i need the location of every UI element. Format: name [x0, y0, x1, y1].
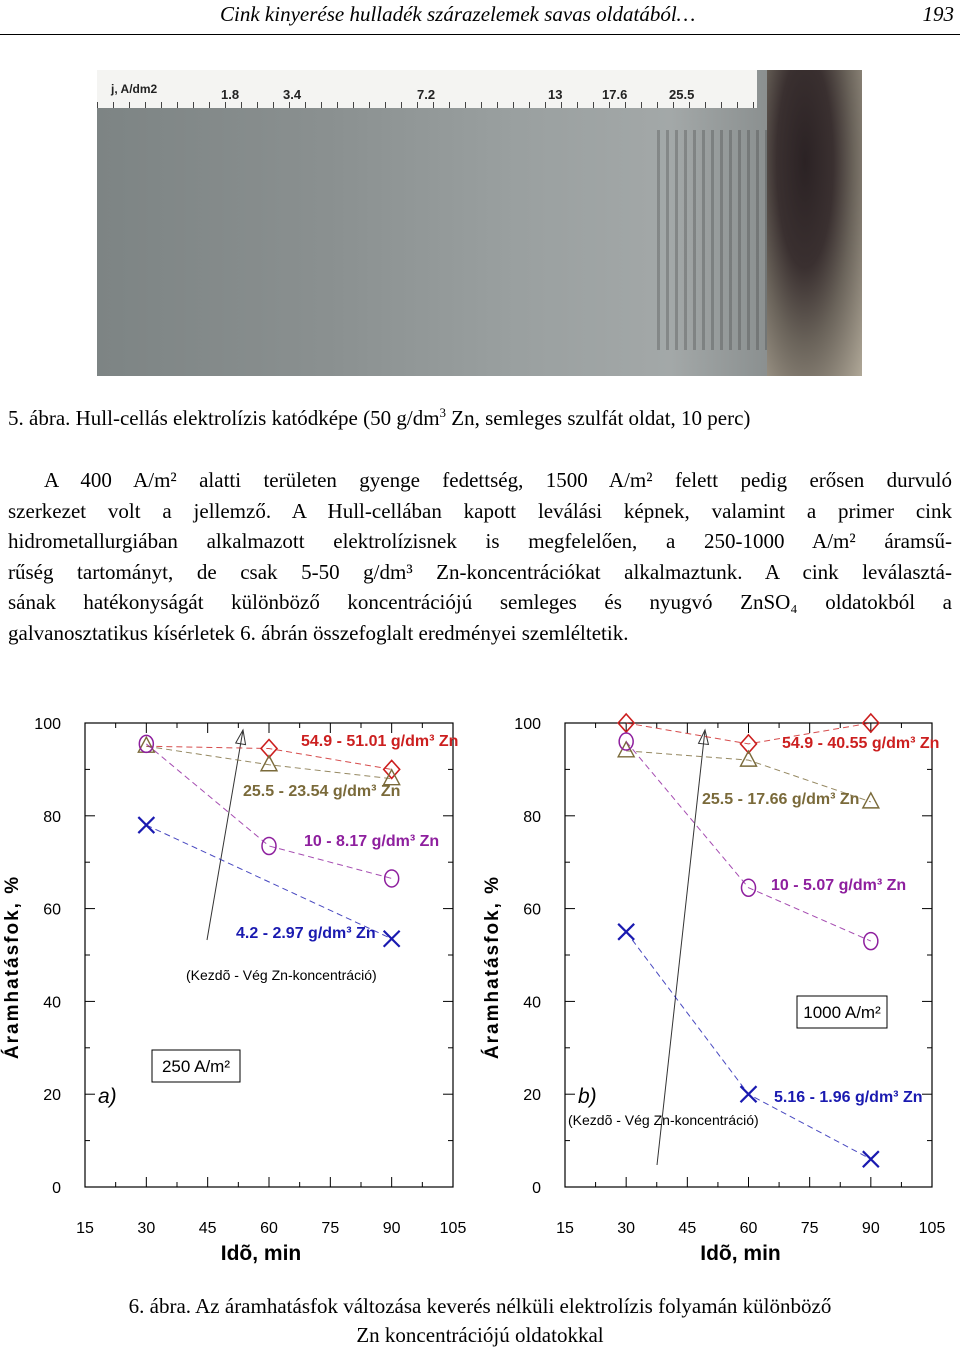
y-tick-label: 20	[523, 1087, 541, 1105]
running-title: Cink kinyerése hulladék szárazelemek savas oldatából…	[220, 2, 696, 26]
data-point-circle	[864, 933, 878, 950]
series-label: 54.9 - 51.01 g/dm³ Zn	[301, 733, 459, 750]
scale-value: 13	[548, 87, 563, 102]
y-tick-label: 0	[52, 1180, 61, 1197]
x-tick-label: 30	[617, 1220, 636, 1237]
y-tick-label: 60	[523, 901, 541, 919]
y-tick-label: 20	[43, 1087, 61, 1105]
arrow-label: (Kezdõ - Vég Zn-koncentráció)	[568, 1112, 759, 1128]
page-number: 193	[922, 2, 954, 26]
x-tick-label: 60	[260, 1220, 278, 1237]
deposit-streaks	[657, 130, 777, 350]
y-tick-label: 40	[523, 994, 541, 1012]
x-tick-label: 75	[800, 1220, 819, 1237]
y-axis-label: Áramhatásfok, %	[482, 874, 503, 1060]
hull-cell-cathode-photo	[97, 70, 862, 376]
data-point-circle	[385, 870, 399, 887]
x-tick-label: 105	[439, 1220, 467, 1237]
scale-value: 1.8	[221, 87, 240, 102]
series-label: 10 - 5.07 g/dm³ Zn	[771, 877, 907, 894]
scale-value: 3.4	[283, 87, 302, 102]
panel-label: b)	[578, 1085, 597, 1108]
x-axis-label: Idõ, min	[700, 1242, 781, 1265]
arrow-label: (Kezdõ - Vég Zn-koncentráció)	[186, 967, 377, 983]
figure-5-caption: 5. ábra. Hull-cellás elektrolízis katódképe (50 $g/dm^3$ Zn, semleges szulfát oldat, 10 perc)	[8, 405, 751, 430]
paragraph-line: rűség tartományt, de csak 5-50 g/dm³ Zn-koncentrációkat alkalmaztunk. A cink leválasztá-	[8, 559, 952, 584]
y-axis-label: Áramhatásfok, %	[2, 874, 23, 1060]
data-point-x	[138, 817, 154, 833]
x-tick-label: 90	[382, 1220, 401, 1237]
data-point-triangle	[863, 793, 879, 808]
figure-6-charts	[0, 690, 960, 1290]
series-label: 5.16 - 1.96 g/dm³ Zn	[774, 1089, 923, 1106]
series-line	[626, 742, 871, 942]
y-tick-label: 60	[43, 901, 61, 919]
data-point-x	[863, 1151, 879, 1167]
series-label: 54.9 - 40.55 g/dm³ Zn	[782, 735, 940, 752]
y-tick-label: 80	[43, 808, 61, 826]
data-point-circle	[262, 837, 276, 854]
current-density-label: 250 A/m²	[161, 1057, 231, 1076]
y-tick-label: 100	[34, 716, 61, 733]
y-tick-label: 80	[523, 808, 541, 826]
y-tick-label: 0	[532, 1180, 541, 1197]
x-tick-label: 15	[76, 1220, 94, 1237]
x-tick-label: 45	[198, 1220, 217, 1237]
series-line	[146, 746, 391, 778]
time-arrow	[657, 730, 705, 1165]
body-paragraph	[8, 465, 952, 649]
x-tick-label: 30	[137, 1220, 156, 1237]
series-label: 25.5 - 23.54 g/dm³ Zn	[243, 783, 401, 800]
paragraph-line: hidrometallurgiában alkalmazott elektrolízisnek is megfelelően, a 250-1000 A/m² áramsű-	[8, 529, 952, 554]
figure-6-caption: 6. ábra. Az áramhatásfok változása keverés nélküli elektrolízis folyamán különböző Zn koncentrációjú oldatokkal	[128, 1294, 832, 1347]
scale-value: 7.2	[417, 87, 436, 102]
series-label: 10 - 8.17 g/dm³ Zn	[304, 833, 440, 850]
scale-ticks	[97, 102, 757, 108]
x-tick-label: 60	[739, 1220, 758, 1237]
y-tick-label: 100	[514, 716, 541, 733]
paragraph-line: sának hatékonyságát különböző koncentrációjú semleges és nyugvó ZnSO₄ oldatokból a	[8, 590, 952, 615]
dendritic-deposit	[767, 70, 862, 376]
running-header	[0, 0, 960, 35]
x-tick-label: 45	[678, 1220, 697, 1237]
data-point-x	[618, 924, 634, 940]
time-arrow	[207, 730, 243, 940]
data-point-x	[384, 931, 400, 947]
scale-value: 17.6	[602, 87, 628, 102]
series-label: 4.2 - 2.97 g/dm³ Zn	[236, 925, 376, 942]
data-point-x	[741, 1086, 757, 1102]
x-tick-label: 75	[321, 1220, 340, 1237]
y-tick-label: 40	[43, 994, 61, 1012]
paragraph-line: A 400 A/m² alatti területen gyenge fedettség, 1500 A/m² felett pedig erősen durvuló	[44, 468, 952, 492]
paragraph-line: galvanosztatikus kísérletek 6. ábrán összefoglalt eredményei szemléltetik.	[8, 620, 629, 645]
x-tick-label: 15	[556, 1220, 574, 1237]
paragraph-line: szerkezet volt a jellemző. A Hull-cellában kapott leválási képnek, valamint a primer cink	[8, 498, 952, 523]
x-tick-label: 90	[861, 1220, 880, 1237]
x-axis-label: Idõ, min	[220, 1242, 302, 1265]
x-tick-label: 105	[918, 1220, 946, 1237]
panel-label: a)	[98, 1085, 117, 1108]
series-label: 25.5 - 17.66 g/dm³ Zn	[702, 791, 860, 808]
scale-value: 25.5	[669, 87, 695, 102]
current-density-label: 1000 A/m²	[803, 1003, 881, 1022]
scale-label: j, A/dm2	[111, 82, 158, 96]
series-line	[146, 744, 391, 879]
